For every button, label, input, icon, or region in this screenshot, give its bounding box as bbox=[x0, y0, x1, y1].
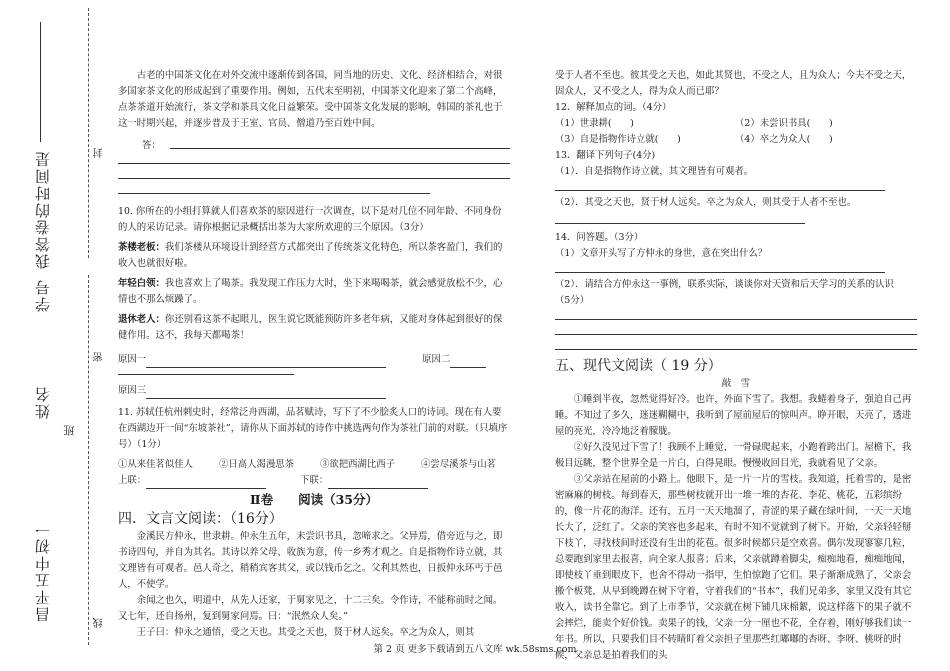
question-10: 10. 你所在的小组打算就人们喜欢茶的原因进行一次调查，以下是对几位不同年龄、不同身份的人的采访记录。请你根据记录概括出茶为大家所欢迎的三个原因。（3分） bbox=[118, 206, 502, 233]
q13-answer-line[interactable] bbox=[555, 223, 805, 224]
q12-item-4: （4）卒之为众人( ) bbox=[735, 134, 833, 145]
name-label: 姓名 bbox=[34, 385, 52, 419]
classical-continuation: 受于人者不至也。彼其受之天也，如此其贤也，不受之人，且为众人；今夫不受之天，固众人，又不受之人，得为众人而已耶？ bbox=[555, 70, 912, 97]
q13-item-2: （2）．其受之天也，贤于材人远矣。卒之为众人，则其受于人者不至也。 bbox=[555, 197, 857, 208]
lower-couplet-label: 下联： bbox=[300, 475, 329, 486]
story-paragraph-1: ①睡到半夜，忽然觉得好冷。也许，外面下雪了。我想。我蜷着身子，强迫自己再睡。不知过了多久，迷迷糊糊中，我听到了屋前屋后的惊叫声。睁开眼，天亮了，透进屋的亮光，冷冷地泛着朦胧。 bbox=[555, 394, 912, 437]
answer-line[interactable] bbox=[118, 193, 430, 194]
question-12: 12．解释加点的词。（4分） bbox=[555, 102, 672, 113]
section-2-heading: Ⅱ卷 阅读（35分） bbox=[250, 492, 378, 507]
q12-item-3: （3）自是指物作诗立就( ) bbox=[555, 134, 681, 145]
answer-label: 答： bbox=[142, 140, 161, 151]
answer-line[interactable] bbox=[118, 178, 510, 179]
lower-couplet-blank[interactable] bbox=[328, 477, 428, 489]
left-column bbox=[118, 68, 510, 641]
q13-answer-line[interactable] bbox=[555, 190, 885, 191]
q13-item-1: （1）．自是指物作诗立就，其文理皆有可观者。 bbox=[555, 166, 754, 177]
binding-dashed-line bbox=[88, 275, 89, 645]
reason-2-continuation-line[interactable] bbox=[118, 374, 294, 375]
section-4-heading: 四．文言文阅读：（16分） bbox=[118, 511, 283, 527]
boss-text: 我们茶楼从环境设计到经营方式都突出了传统茶文化特色，所以茶客盈门，我们的收入也就很好啦。 bbox=[118, 242, 503, 269]
reason-3-label: 原因三 bbox=[118, 385, 147, 396]
reason-3-blank[interactable] bbox=[146, 387, 386, 399]
classical-paragraph-3: 王子曰：仲永之通悟，受之天也。其受之天也，贤于材人远矣。卒之为众人，则其 bbox=[136, 627, 475, 638]
classical-paragraph-1: 金溪民方仲永，世隶耕。仲永生五年，未尝识书具，忽啼求之。父异焉，借旁近与之，即书诗四句，并自为其名。其诗以养父母、收族为意，传一乡秀才观之。自是指物作诗立就，其文理皆有可观者。邑人奇之，稍稍宾客其父，或以钱币乞之。父利其然也，日扳仲永环丐于邑人，不使学。 bbox=[118, 531, 503, 590]
seal-char: 封 bbox=[94, 148, 105, 158]
answer-time-blank[interactable] bbox=[40, 22, 41, 142]
q14-answer-line[interactable] bbox=[555, 319, 917, 320]
reason-2-blank[interactable] bbox=[450, 356, 486, 368]
retiree-text: 你还别看这茶不起眼儿，医生说它既能预防许多老年病，又能对身体起到很好的保健作用。这不，我每天都喝茶！ bbox=[118, 314, 503, 341]
question-11: 11. 苏轼任杭州刺史时，经常泛舟西湖，品茗赋诗，写下了不少脍炙人口的诗词。现在有人要在西湖边开一间“东坡茶社”，请你从下面苏轼的诗作中挑选两句作为茶社门前的对联。（只填序号）（1分） bbox=[118, 407, 508, 450]
dense-char: 密 bbox=[94, 352, 105, 362]
intro-paragraph: 古老的中国茶文化在对外交流中逐渐传到各国，同当地的历史、文化、经济相结合，对很多国家茶文化的形成起到了重要作用。例如，五代末至明初，中国茶文化迎来了第二个高峰，点茶茶道开始流行，茶文学和茶具文化日益繁荣。受中国茶文化发展的影响，韩国的茶礼也于这一时期兴起，并逐步普及于王室、官员、僧道乃至百姓中间。 bbox=[118, 70, 503, 129]
id-label: 学号 bbox=[34, 278, 52, 312]
q12-item-1: （1）世隶耕( ) bbox=[555, 118, 634, 129]
page-footer: 第 2 页 更多下载请到五八文库 wk.58sms.com bbox=[373, 644, 577, 655]
reason-1-blank[interactable] bbox=[146, 356, 386, 368]
q14-answer-line[interactable] bbox=[555, 334, 917, 335]
answer-line[interactable] bbox=[118, 163, 510, 164]
upper-couplet-label: 上联： bbox=[118, 475, 147, 486]
time-label: 我答卷的时间是 bbox=[34, 150, 52, 269]
binding-dashed-line bbox=[88, 8, 89, 258]
option-2: ②日高人渴漫思茶 bbox=[218, 459, 294, 470]
q14-answer-line[interactable] bbox=[555, 349, 917, 350]
reason-1-label: 原因一 bbox=[118, 354, 147, 365]
white-collar-text: 我也喜欢上了喝茶。我发现工作压力大时，坐下来喝喝茶，就会感觉放松不少，心情也不那么烦躁了。 bbox=[118, 278, 503, 305]
q12-item-2: （2）未尝识书具( ) bbox=[735, 118, 833, 129]
story-paragraph-2: ②好久没见过下雪了！我顾不上睡觉，一骨碌爬起来，小跑着跨出门。屋檐下，我极目远眺，整个世界全是一片白，白得晃眼。慢慢收回目光，我就看见了父亲。 bbox=[555, 442, 912, 469]
story-paragraph-3: ③父亲站在屋前的小路上。他眼下，是一片一片的雪枝。我知道，托着雪的，是密密麻麻的树枝。每到春天，那些树枝就开出一堆一堆的杏花、李花、桃花，五彩缤纷的，像一片花的海洋。还有，五月一天天地溜了，青涩的果子藏在绿叶间，一天一天地长大了，泛红了。父亲的笑容也多起来，有时不知不觉就到了树下。开始，父亲轻轻掰下枝丫，寻找枝间时还没有生出的花苞。很多时候都只是空欢喜。偶尔发现寥寥几粒，总要跑到家里去报喜，向全家人报喜；后来，父亲就蹲着脚尖，痴痴地看，痴痴地闻，即使枝丫垂到眼皮下，也舍不得动一指甲，生怕惊跑了它们。果子渐渐成熟了，父亲会搬个板凳，从早到晚蹲在树下守着，守着我们的“书本”，我们兄弟多，家里又没有其它收入，读书全靠它。到了上市季节，父亲就在树下铺几床棉絮，说这样落下的果子就不会摔烂，能卖个好价钱。卖果子的钱，父亲一分一厘也不花，全存着，刚好够我们读一年书。所以，只要我们目不转睛盯着父亲担子里那些红嘟嘟的杏呀、李呀、桃呀的时候，父亲总是拍着我们的头 bbox=[555, 474, 912, 661]
option-1: ①从来佳茗似佳人 bbox=[118, 459, 194, 470]
school-label: 昌平五中初一 bbox=[34, 520, 52, 622]
upper-couplet-blank[interactable] bbox=[146, 477, 266, 489]
q14-item-2-score: （5分） bbox=[555, 295, 590, 306]
answer-line[interactable] bbox=[170, 148, 510, 149]
reason-2-label: 原因二 bbox=[422, 354, 451, 365]
option-3: ③欲把西湖比西子 bbox=[319, 459, 395, 470]
section-5-heading: 五、现代文阅读（ 19 分） bbox=[555, 358, 722, 374]
retiree-label: 退休老人： bbox=[118, 314, 165, 325]
line-char: 线 bbox=[94, 618, 105, 628]
q14-answer-line[interactable] bbox=[555, 272, 885, 273]
story-title: 敲 雪 bbox=[721, 378, 751, 389]
right-column bbox=[555, 68, 917, 664]
class-label: 班 bbox=[63, 425, 76, 436]
classical-paragraph-2: 余闻之也久，明道中，从先人还家，于舅家见之，十二三矣。令作诗，不能称前时之闻。又七年，还自扬州，复到舅家问焉。曰：“泯然众人矣。” bbox=[118, 595, 503, 622]
boss-label: 茶楼老板： bbox=[118, 242, 165, 253]
option-4: ④尝尽溪茶与山茗 bbox=[420, 459, 496, 470]
q14-item-1: （1）文章开头写了方仲永的身世，意在突出什么？ bbox=[555, 248, 768, 259]
question-13: 13．翻译下列句子(4分) bbox=[555, 150, 656, 161]
q14-item-2: （2）．请结合方仲永这一事例，联系实际，谈谈你对天资和后天学习的关系的认识 bbox=[555, 279, 894, 290]
question-14: 14．问答题。（3分） bbox=[555, 232, 644, 243]
white-collar-label: 年轻白领： bbox=[118, 278, 165, 289]
